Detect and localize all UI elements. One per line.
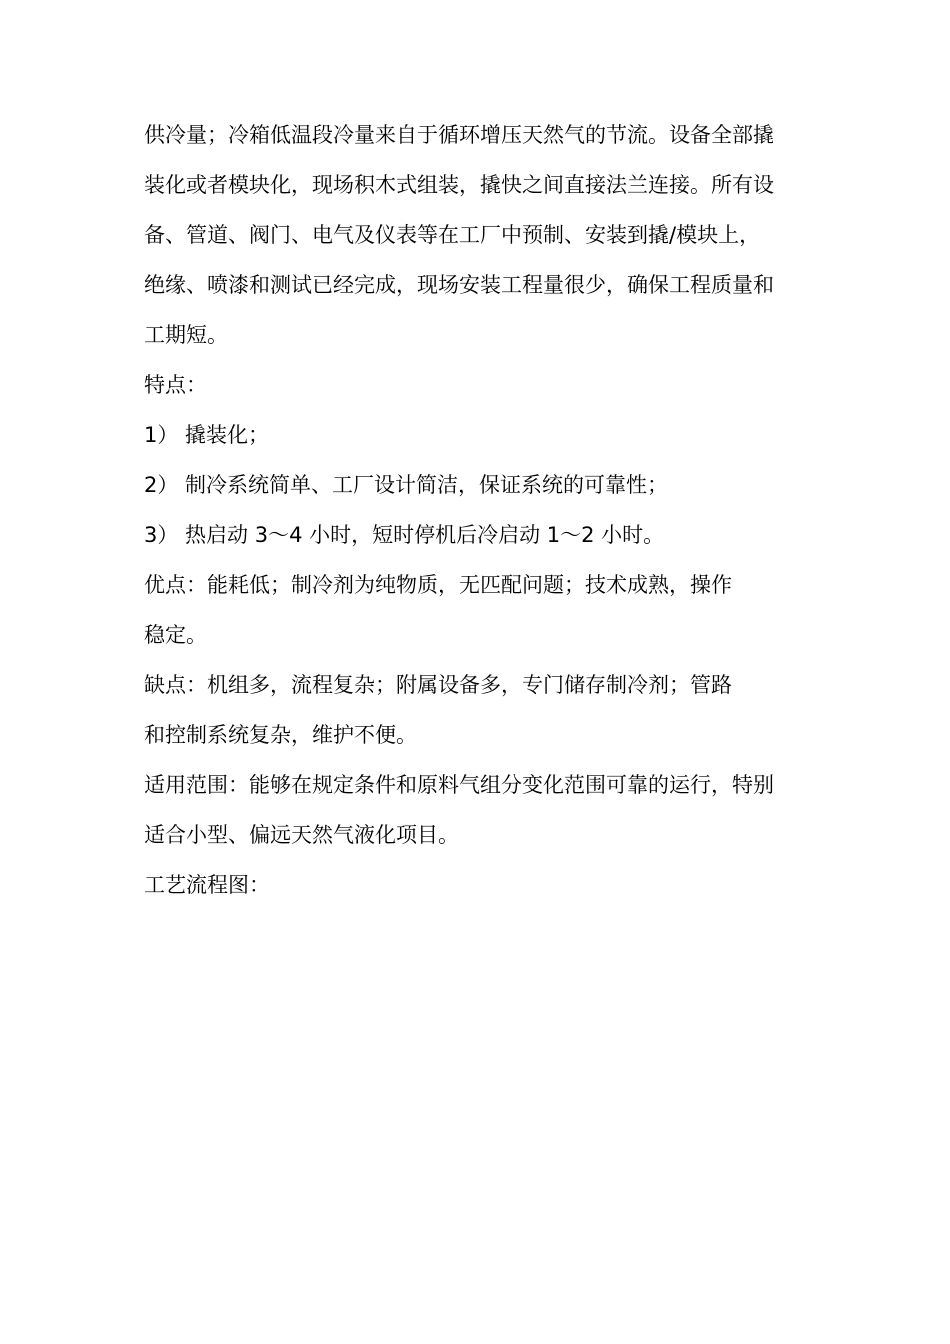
feature-item-1 <box>144 410 814 460</box>
text-line: 优点：能耗低；制冷剂为纯物质，无匹配问题；技术成熟，操作 <box>144 573 732 597</box>
text-line: 1） 撬装化； <box>144 423 270 447</box>
document-body <box>144 110 814 910</box>
feature-item-3 <box>144 510 814 560</box>
paragraph-intro <box>144 110 814 360</box>
text-line: 适用范围：能够在规定条件和原料气组分变化范围可靠的运行，特别 <box>144 773 774 797</box>
text-line: 稳定。 <box>144 623 207 647</box>
text-line: 2） 制冷系统简单、工厂设计简洁，保证系统的可靠性； <box>144 473 669 497</box>
text-line: 装化或者模块化，现场积木式组装，撬快之间直接法兰连接。所有设 <box>144 173 774 197</box>
text-line: 3） 热启动 3～4 小时，短时停机后冷启动 1～2 小时。 <box>144 523 665 547</box>
text-line: 缺点：机组多，流程复杂；附属设备多，专门储存制冷剂；管路 <box>144 673 732 697</box>
paragraph-advantages <box>144 560 814 660</box>
text-line: 和控制系统复杂，维护不便。 <box>144 723 417 747</box>
paragraph-scope <box>144 760 814 860</box>
text-line: 特点： <box>144 373 207 397</box>
text-line: 备、管道、阀门、电气及仪表等在工厂中预制、安装到撬/模块上， <box>144 223 761 247</box>
text-line: 绝缘、喷漆和测试已经完成，现场安装工程量很少，确保工程质量和 <box>144 273 774 297</box>
text-line: 适合小型、偏远天然气液化项目。 <box>144 823 459 847</box>
text-line: 供冷量；冷箱低温段冷量来自于循环增压天然气的节流。设备全部撬 <box>144 123 774 147</box>
features-heading <box>144 360 814 410</box>
flowchart-heading <box>144 860 814 910</box>
text-line: 工期短。 <box>144 323 228 347</box>
paragraph-disadvantages <box>144 660 814 760</box>
feature-item-2 <box>144 460 814 510</box>
text-line: 工艺流程图： <box>144 873 270 897</box>
